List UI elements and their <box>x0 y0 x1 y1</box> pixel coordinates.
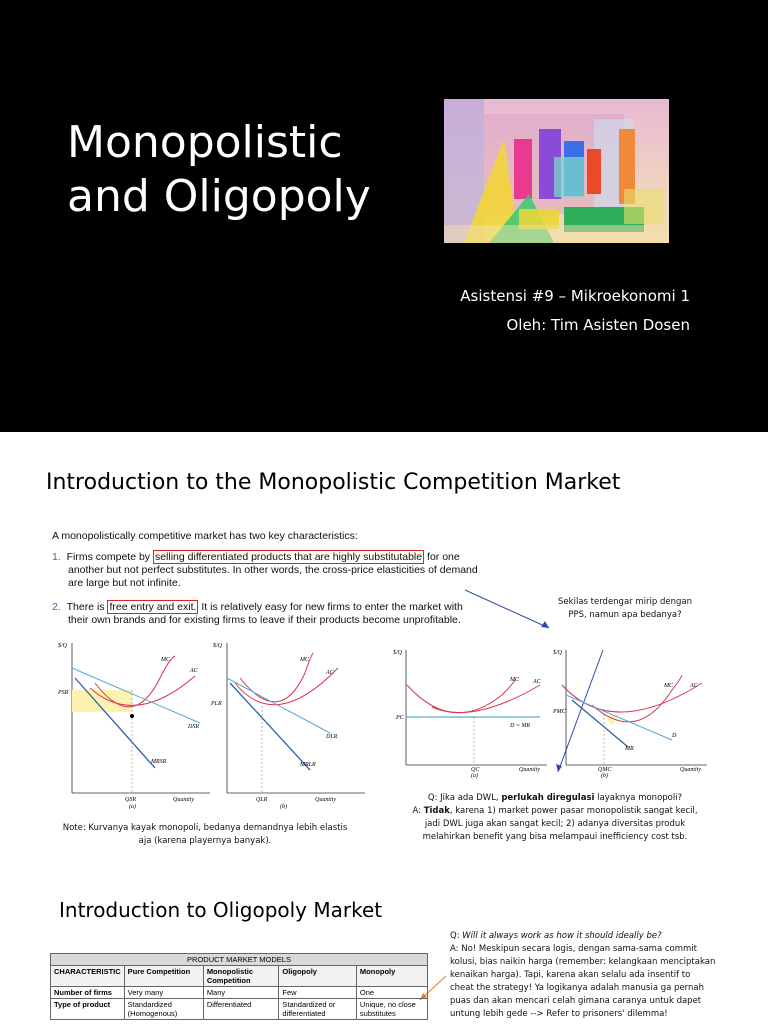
x-axis-label: Quantity <box>680 767 701 773</box>
qa-oligopoly-q-prefix: Q: <box>450 931 463 941</box>
table-header: Monopoly <box>356 966 427 987</box>
table-cell: One <box>356 987 427 999</box>
intro-text: A monopolistically competitive market has two key characteristics: <box>52 530 358 542</box>
ac-label: AC <box>533 679 541 685</box>
y-axis-label: $/Q <box>553 650 562 656</box>
table-header: Monopolistic Competition <box>203 966 279 987</box>
qa-oligopoly-a-line-1: A: No! Meskipun secara logis, dengan sama-sama commit <box>450 944 697 954</box>
dsr-label: DSR <box>188 724 199 730</box>
graph-monopolistic-competition <box>552 645 712 780</box>
point-2-text-b: It is relatively easy for new firms to enter the market with <box>198 601 463 613</box>
table-cell: Standardized (Homogenous) <box>124 999 203 1020</box>
qa-q-bold: perlukah diregulasi <box>501 793 595 803</box>
qa-oligopoly-a-line-4: cheat the strategy! Ya logikanya adalah manusia ga pernah <box>450 983 705 993</box>
mrlr-label: MRLR <box>300 762 316 768</box>
point-1-number: 1. <box>52 551 61 563</box>
y-axis-label: $/Q <box>58 643 67 649</box>
panel-b-label: (b) <box>280 804 287 810</box>
table-cell: Differentiated <box>203 999 279 1020</box>
graph-long-run <box>210 638 370 818</box>
plr-label: PLR <box>211 701 222 707</box>
x-axis-label: Quantity <box>173 797 194 803</box>
qc-label: QC <box>471 767 480 773</box>
panel-a-label: (a) <box>129 804 136 810</box>
ac-label: AC <box>690 683 698 689</box>
table-cell: Number of firms <box>51 987 125 999</box>
dlr-label: DLR <box>326 734 338 740</box>
panel-a-label: (a) <box>471 773 478 779</box>
table-header: CHARACTERISTIC <box>51 966 125 987</box>
geometric-shapes-photo <box>444 99 669 243</box>
d-label: D <box>672 733 677 739</box>
side-note-line-1: Sekilas terdengar mirip dengan <box>558 597 692 607</box>
point-2-text-c: their own brands and for existing firms to leave if their products become unprofitable. <box>68 614 461 626</box>
psr-label: PSR <box>58 690 69 696</box>
title-line-1: Monopolistic <box>67 117 343 168</box>
graph-perfect-competition <box>392 645 552 780</box>
mc-label: MC <box>300 657 309 663</box>
highlight-free-entry: free entry and exit. <box>109 601 197 613</box>
slide2-title: Introduction to the Monopolistic Competition Market <box>46 470 621 495</box>
ac-label: AC <box>326 670 334 676</box>
product-market-table <box>50 953 428 1020</box>
d-mr-label: D = MR <box>510 723 531 729</box>
subtitle-course: Asistensi #9 – Mikroekonomi 1 <box>460 287 690 305</box>
table-header: Pure Competition <box>124 966 203 987</box>
qa-oligopoly-question: Will it always work as how it should ideally be? <box>462 931 662 941</box>
qa-a-line-2: jadi DWL juga akan sangat kecil; 2) adanya diversitas produk <box>424 819 686 829</box>
pc-label: PC <box>396 715 404 721</box>
point-1-text-d: are large but not infinite. <box>68 577 181 589</box>
note-curve <box>50 822 360 848</box>
table-cell: Type of product <box>51 999 125 1020</box>
qa-oligopoly-a-line-5: puas dan akan mencari celah gimana caranya untuk dapet <box>450 996 702 1006</box>
arrow-to-side-note <box>465 590 549 628</box>
qa-oligopoly-a-line-3: kenaikan harga). Tapi, karena akan selalu ada insentif to <box>450 970 691 980</box>
table-cell: Unique, no close substitutes <box>356 999 427 1020</box>
mc-label: MC <box>664 683 673 689</box>
point-1-text-a: Firms compete by <box>66 551 153 563</box>
point-1-text-b: for one <box>424 551 460 563</box>
qa-oligopoly-a-line-6: untung lebih gede --> Refer to prisoners' dilemma! <box>450 1009 668 1019</box>
qmc-label: QMC <box>598 767 612 773</box>
mr-label: MR <box>625 746 634 752</box>
table-row <box>51 987 428 999</box>
slide3-title: Introduction to Oligopoly Market <box>59 898 383 922</box>
title-slide <box>0 0 768 432</box>
qlr-label: QLR <box>256 797 268 803</box>
mc-label: MC <box>510 677 519 683</box>
subtitle-author: Oleh: Tim Asisten Dosen <box>506 316 690 334</box>
table-cell: Very many <box>124 987 203 999</box>
qa-a-text: , karena 1) market power pasar monopolistik sangat kecil, <box>449 806 698 816</box>
highlight-differentiated: selling differentiated products that are highly substitutable <box>154 551 423 563</box>
y-axis-label: $/Q <box>393 650 402 656</box>
point-2-number: 2. <box>52 601 61 613</box>
qa-a-prefix: A: <box>412 806 424 816</box>
title-line-2: and Oligopoly <box>67 171 371 222</box>
qa-a-bold: Tidak <box>423 806 450 816</box>
side-note-line-2: PPS, namun apa bedanya? <box>568 610 682 620</box>
qa-q-c: layaknya monopoli? <box>594 793 683 803</box>
qa-q-a: Q: Jika ada DWL, <box>427 793 502 803</box>
mc-label: MC <box>161 657 170 663</box>
panel-b-label: (b) <box>601 773 608 779</box>
ac-label: AC <box>190 668 198 674</box>
pmc-label: PMC <box>553 709 566 715</box>
note-curve-line-2: aja (karena playernya banyak). <box>138 836 272 846</box>
table-cell: Many <box>203 987 279 999</box>
table-header: Oligopoly <box>279 966 357 987</box>
point-1-text-c: another but not perfect substitutes. In other words, the cross-price elasticities of demand <box>68 564 478 576</box>
qa-oligopoly-a-line-2: kolusi, bias naikin harga (remember: kelangkaan menciptakan <box>450 957 716 967</box>
x-axis-label: Quantity <box>315 797 336 803</box>
qa-a-line-3: melahirkan benefit yang bisa melampaui inefficiency cost tsb. <box>422 832 688 842</box>
point-2-text-a: There is <box>66 601 108 613</box>
table-caption: PRODUCT MARKET MODELS <box>51 954 428 966</box>
mrsr-label: MRSR <box>151 759 167 765</box>
slide-title <box>67 116 427 224</box>
table-cell: Standardized or differentiated <box>279 999 357 1020</box>
x-axis-label: Quantity <box>519 767 540 773</box>
y-axis-label: $/Q <box>213 643 222 649</box>
graph-short-run <box>55 638 215 818</box>
note-curve-line-1: Note: Kurvanya kayak monopoli, bedanya demandnya lebih elastis <box>62 823 348 833</box>
qsr-label: QSR <box>125 797 136 803</box>
qa-regulation <box>395 792 715 844</box>
table-cell: Few <box>279 987 357 999</box>
table-row <box>51 999 428 1020</box>
